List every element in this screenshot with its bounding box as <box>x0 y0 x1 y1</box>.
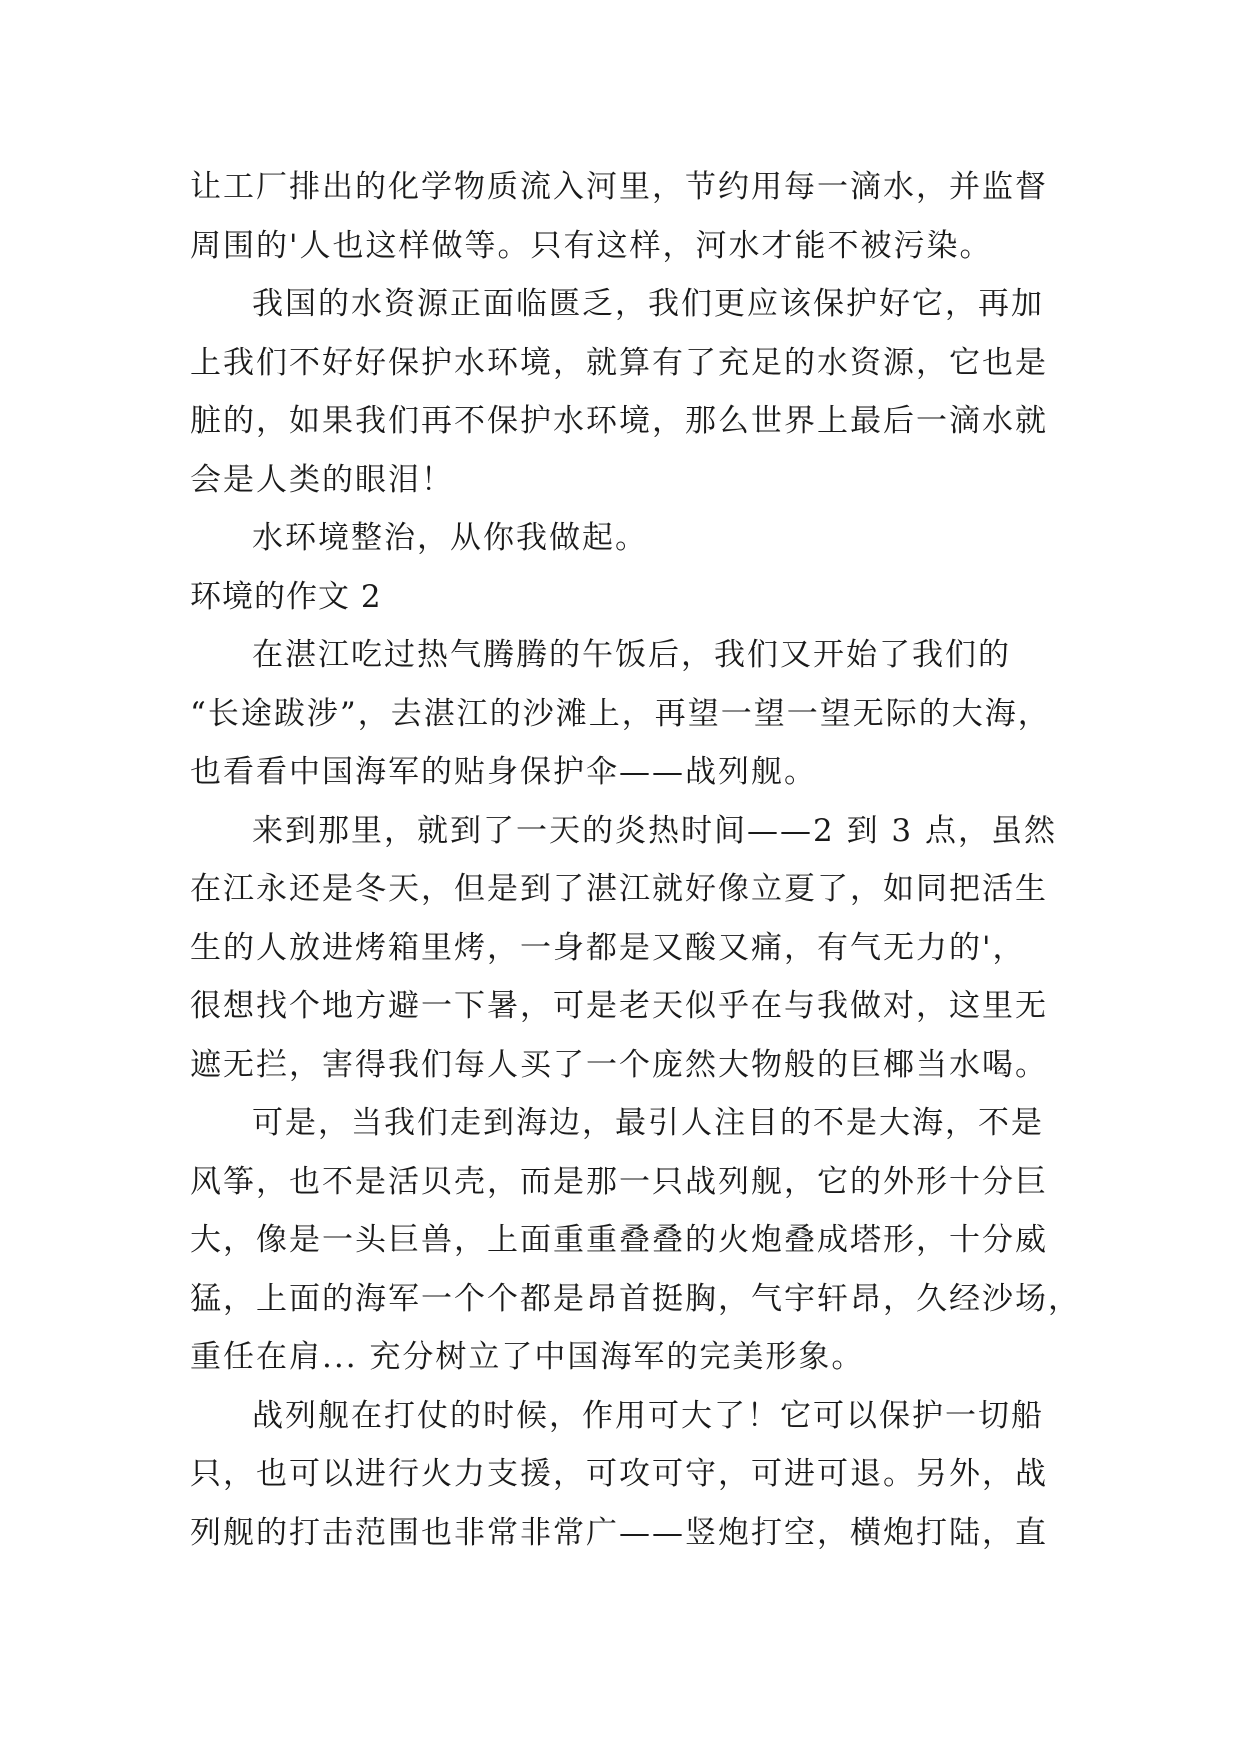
document-body <box>190 158 1081 1562</box>
text-line: 大，像是一头巨兽，上面重重叠叠的火炮叠成塔形，十分威 <box>190 1222 1048 1258</box>
text-line: 很想找个地方避一下暑，可是老天似乎在与我做对，这里无 <box>190 988 1048 1024</box>
text-line: 重任在肩... 充分树立了中国海军的完美形象。 <box>190 1339 865 1375</box>
text-line: 遮无拦，害得我们每人买了一个庞然大物般的巨椰当水喝。 <box>190 1046 1048 1083</box>
text-line: 也看看中国海军的贴身保护伞——战列舰。 <box>190 754 817 790</box>
section-heading: 环境的作文 2 <box>190 578 382 615</box>
text-line: 在江永还是冬天，但是到了湛江就好像立夏了，如同把活生 <box>190 871 1048 907</box>
paragraph-start-line: 我国的水资源正面临匮乏，我们更应该保护好它，再加 <box>252 286 1044 322</box>
text-line: 风筝，也不是活贝壳，而是那一只战列舰，它的外形十分巨 <box>190 1163 1048 1200</box>
text-line: 上我们不好好保护水环境，就算有了充足的水资源，它也是 <box>190 344 1048 381</box>
text-line: 会是人类的眼泪！ <box>190 461 454 498</box>
paragraph-start-line: 在湛江吃过热气腾腾的午饭后，我们又开始了我们的 <box>252 637 1011 673</box>
text-line: “长途跋涉”，去湛江的沙滩上，再望一望一望无际的大海， <box>190 695 1051 732</box>
text-line: 生的人放进烤箱里烤，一身都是又酸又痛，有气无力的'， <box>190 929 1026 966</box>
paragraph-start-line: 战列舰在打仗的时候，作用可大了！它可以保护一切船 <box>252 1397 1044 1434</box>
text-line: 周围的'人也这样做等。只有这样，河水才能不被污染。 <box>190 227 993 264</box>
text-line: 列舰的打击范围也非常非常广——竖炮打空，横炮打陆，直 <box>190 1514 1048 1551</box>
paragraph-start-line: 来到那里，就到了一天的炎热时间——2 到 3 点，虽然 <box>252 812 1058 849</box>
paragraph-start-line: 可是，当我们走到海边，最引人注目的不是大海，不是 <box>252 1105 1044 1141</box>
text-line: 让工厂排出的化学物质流入河里，节约用每一滴水，并监督 <box>190 169 1048 205</box>
text-line: 脏的，如果我们再不保护水环境，那么世界上最后一滴水就 <box>190 403 1048 439</box>
text-line: 只，也可以进行火力支援，可攻可守，可进可退。另外，战 <box>190 1456 1048 1492</box>
paragraph-start-line: 水环境整治，从你我做起。 <box>252 520 648 556</box>
text-line: 猛，上面的海军一个个都是昂首挺胸，气宇轩昂，久经沙场， <box>190 1280 1081 1317</box>
